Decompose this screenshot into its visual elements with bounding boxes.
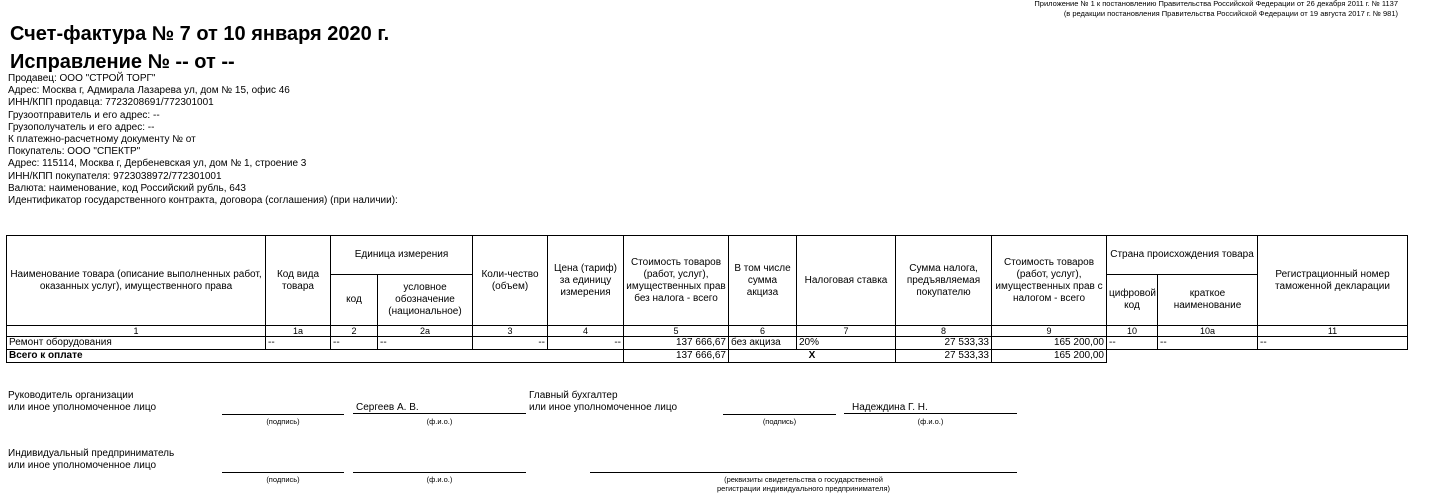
seller-inn-kpp: ИНН/КПП продавца: 7723208691/772301001 [8,97,214,109]
col-header-customs: Регистрационный номер таможенной декларации [1258,236,1408,326]
col-number: 9 [992,326,1107,337]
col-header-rate: Налоговая ставка [797,236,896,326]
col-number: 8 [896,326,992,337]
ip-label-line-1: Индивидуальный предприниматель [8,448,175,459]
col-number: 6 [729,326,797,337]
head-label [8,390,156,414]
accountant-name-caption: (ф.и.о.) [917,417,944,426]
total-cost-wo-tax: 137 666,67 [624,350,729,363]
buyer: Покупатель: ООО "СПЕКТР" [8,146,141,158]
payment-document: К платежно-расчетному документу № от [8,134,196,146]
item-unit-code: -- [331,337,378,350]
seller-address: Адрес: Москва г, Адмирала Лазарева ул, дом № 15, офис 46 [8,85,290,97]
accountant-label [529,390,677,414]
head-signature-caption: (подпись) [266,417,300,426]
col-header-country: Страна происхождения товара [1107,236,1258,275]
item-country-code: -- [1107,337,1158,350]
invoice-table [6,235,1408,363]
col-header-country-code: цифровой код [1107,275,1158,326]
header-row-1 [7,236,1408,275]
col-number: 11 [1258,326,1408,337]
accountant-label-line-1: Главный бухгалтер [529,390,618,401]
item-name: Ремонт оборудования [7,337,266,350]
ip-requisites-caption-line-1: (реквизиты свидетельства о государственной [724,475,883,484]
head-label-line-1: Руководитель организации [8,390,134,401]
accountant-signature-caption: (подпись) [762,417,797,426]
col-header-code: Код вида товара [266,236,331,326]
contract-id: Идентификатор государственного контракта, договора (соглашения) (при наличии): [8,195,398,207]
total-excise-x: X [729,350,896,363]
column-numbers-row [7,326,1408,337]
invoice-details [8,73,398,207]
ip-label [8,448,174,472]
col-number: 3 [473,326,548,337]
appendix-line-1: Приложение № 1 к постановлению Правительства Российской Федерации от 26 декабря 2011 г. № 1137 [1034,0,1398,8]
col-number: 2 [331,326,378,337]
col-header-unit: Единица измерения [331,236,473,275]
total-label: Всего к оплате [7,350,624,363]
col-number: 2а [378,326,473,337]
col-number: 10 [1107,326,1158,337]
total-tax: 27 533,33 [896,350,992,363]
item-country-name: -- [1158,337,1258,350]
col-header-name: Наименование товара (описание выполненных работ, оказанных услуг), имущественного права [7,236,266,326]
item-tax: 27 533,33 [896,337,992,350]
col-number: 1а [266,326,331,337]
appendix-note [1034,0,1398,19]
col-header-tax: Сумма налога, предъявляемая покупателю [896,236,992,326]
col-header-cost-wo-tax: Стоимость товаров (работ, услуг), имущественных прав без налога - всего [624,236,729,326]
ip-signature-line [222,460,344,473]
item-excise: без акциза [729,337,797,350]
ip-requisites-caption [590,475,1017,493]
ip-name-caption: (ф.и.о.) [426,475,453,484]
ip-label-line-2: или иное уполномоченное лицо [8,460,157,471]
col-number: 7 [797,326,896,337]
item-customs: -- [1258,337,1408,350]
head-label-line-2: или иное уполномоченное лицо [8,402,157,413]
col-number: 10а [1158,326,1258,337]
accountant-signature-line [723,402,836,415]
item-qty: -- [473,337,548,350]
item-cost-wo-tax: 137 666,67 [624,337,729,350]
col-header-unit-code: код [331,275,378,326]
accountant-label-line-2: или иное уполномоченное лицо [529,402,678,413]
col-header-excise: В том числе сумма акциза [729,236,797,326]
col-header-price: Цена (тариф) за единицу измерения [548,236,624,326]
seller: Продавец: ООО "СТРОЙ ТОРГ" [8,73,156,84]
buyer-address: Адрес: 115114, Москва г, Дербеневская ул, дом № 1, строение 3 [8,158,307,170]
accountant-name: Надеждина Г. Н. [844,402,1017,414]
head-signature-line [222,402,344,415]
item-code: -- [266,337,331,350]
item-cost-w-tax: 165 200,00 [992,337,1107,350]
col-number: 1 [7,326,266,337]
head-name-caption: (ф.и.о.) [426,417,453,426]
item-rate: 20% [797,337,896,350]
total-row [7,350,1408,363]
col-header-unit-name: условное обозначение (национальное) [378,275,473,326]
col-number: 4 [548,326,624,337]
col-number: 5 [624,326,729,337]
buyer-inn-kpp: ИНН/КПП покупателя: 9723038972/772301001 [8,170,222,182]
consignee: Грузополучатель и его адрес: -- [8,121,155,133]
ip-requisites-line [590,460,1017,473]
col-header-country-name: краткое наименование [1158,275,1258,326]
total-cost-w-tax: 165 200,00 [992,350,1107,363]
table-row [7,337,1408,350]
col-header-cost-w-tax: Стоимость товаров (работ, услуг), имущественных прав с налогом - всего [992,236,1107,326]
ip-signature-caption: (подпись) [266,475,300,484]
correction-title: Исправление № -- от -- [10,51,235,73]
invoice-title: Счет-фактура № 7 от 10 января 2020 г. [10,23,390,45]
ip-name-line [353,460,526,473]
shipper: Грузоотправитель и его адрес: -- [8,109,160,121]
head-name: Сергеев А. В. [353,402,526,414]
ip-requisites-caption-line-2: регистрации индивидуального предпринимателя) [717,484,890,493]
col-header-qty: Коли-чество (объем) [473,236,548,326]
currency: Валюта: наименование, код Российский рубль, 643 [8,182,246,194]
appendix-line-2: (в редакции постановления Правительства Российской Федерации от 19 августа 2017 г. № 981) [1063,9,1398,18]
item-unit-name: -- [378,337,473,350]
empty-cell [1107,350,1408,363]
item-price: -- [548,337,624,350]
